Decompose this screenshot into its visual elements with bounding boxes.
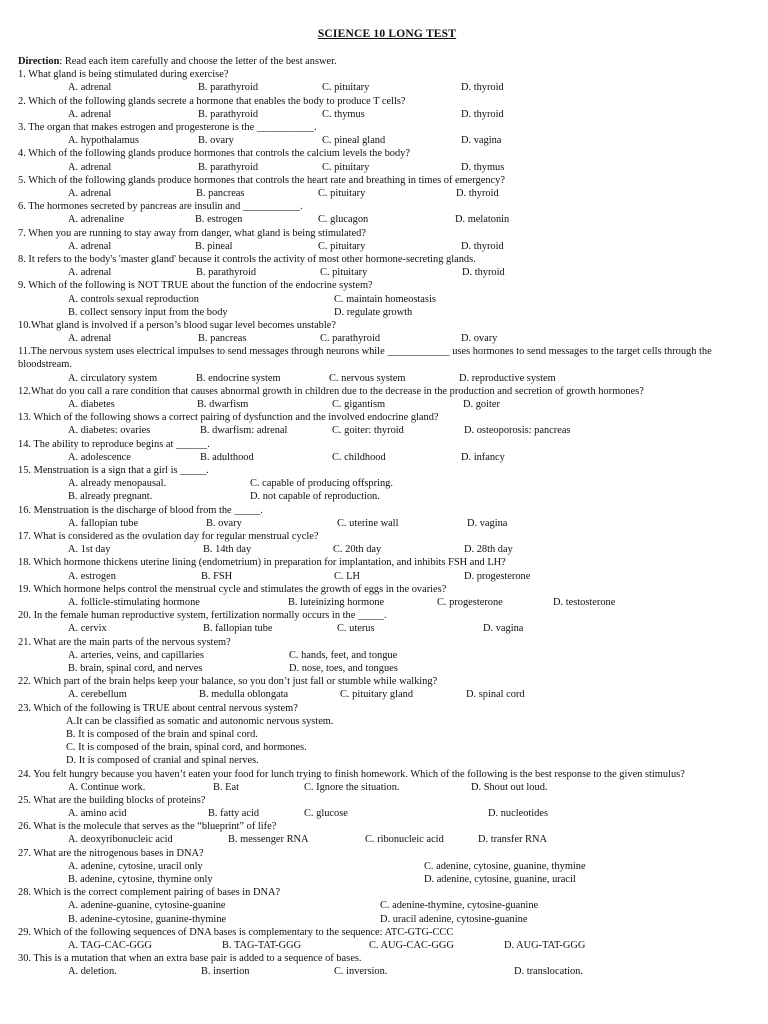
test-page bbox=[18, 28, 756, 979]
choice-row bbox=[18, 266, 756, 279]
answer-choice: A. amino acid bbox=[68, 808, 127, 820]
answer-choice: D. translocation. bbox=[514, 966, 583, 978]
answer-choice: B. parathyroid bbox=[198, 82, 259, 94]
answer-choice: D. It is composed of cranial and spinal nerves. bbox=[66, 755, 259, 767]
answer-choice: C. nervous system bbox=[329, 372, 406, 384]
answer-choice: A. TAG-CAC-GGG bbox=[68, 940, 152, 952]
choice-row bbox=[18, 570, 756, 583]
question-item bbox=[18, 702, 756, 768]
choice-row bbox=[18, 293, 756, 306]
choice-row bbox=[18, 108, 756, 121]
choice-row bbox=[18, 451, 756, 464]
choice-row bbox=[18, 372, 756, 385]
answer-choice: C. pituitary bbox=[320, 267, 368, 279]
answer-choice: A. diabetes: ovaries bbox=[68, 425, 151, 437]
answer-choice: C. maintain homeostasis bbox=[334, 293, 436, 305]
answer-choice: B. luteinizing hormone bbox=[288, 597, 385, 608]
question-stem: 22. Which part of the brain helps keep your balance, so you don’t just fall or stumble while walking? bbox=[18, 676, 438, 688]
question-item bbox=[18, 438, 756, 464]
question-item bbox=[18, 768, 756, 794]
choice-row bbox=[18, 213, 756, 226]
answer-choice: B. collect sensory input from the body bbox=[68, 306, 228, 318]
choice-row bbox=[18, 688, 756, 701]
answer-choice: C. uterine wall bbox=[337, 517, 399, 529]
answer-choice: C. gigantism bbox=[332, 399, 386, 411]
question-stem: 13. Which of the following shows a correct pairing of dysfunction and the involved endocrine gland? bbox=[18, 412, 439, 424]
question-item bbox=[18, 68, 756, 94]
answer-choice: B. brain, spinal cord, and nerves bbox=[68, 662, 203, 674]
question-item bbox=[18, 319, 756, 345]
answer-choice: D. AUG-TAT-GGG bbox=[504, 940, 586, 952]
answer-choice: B. It is composed of the brain and spinal cord. bbox=[66, 728, 258, 740]
answer-choice: C. progesterone bbox=[437, 597, 503, 608]
answer-choice: C. pituitary bbox=[322, 161, 370, 173]
answer-choice: C. pituitary bbox=[318, 187, 366, 199]
question-stem: 1. What gland is being stimulated during exercise? bbox=[18, 69, 229, 81]
answer-choice: D. osteoporosis: pancreas bbox=[464, 425, 571, 437]
answer-choice: D. vagina bbox=[467, 517, 508, 529]
answer-choice: D. 28th day bbox=[464, 544, 513, 556]
answer-choice: D. thyroid bbox=[461, 82, 504, 94]
answer-choice: A. deletion. bbox=[68, 966, 117, 978]
answer-choice: C. inversion. bbox=[334, 966, 388, 978]
answer-choice: C. pituitary bbox=[322, 82, 370, 94]
answer-choice: B. fatty acid bbox=[208, 808, 260, 820]
question-item bbox=[18, 227, 756, 253]
answer-choice: D. vagina bbox=[461, 135, 502, 147]
question-stem: 24. You felt hungry because you haven’t eaten your food for lunch trying to finish homework. Which of the following is the best response to the given stimulus? bbox=[18, 768, 685, 780]
answer-choice: B. pineal bbox=[195, 240, 233, 252]
answer-choice: B. Eat bbox=[213, 781, 239, 793]
answer-choice: D. transfer RNA bbox=[478, 834, 547, 846]
answer-choice: C. glucagon bbox=[318, 214, 369, 226]
choice-row bbox=[18, 306, 756, 319]
answer-choice: C. goiter: thyroid bbox=[332, 425, 404, 437]
answer-choice: B. ovary bbox=[206, 517, 242, 529]
answer-choice: A. deoxyribonucleic acid bbox=[68, 834, 173, 846]
answer-choice: C. pituitary bbox=[318, 240, 366, 252]
choice-row bbox=[18, 490, 756, 503]
answer-choice: A. adenine, cytosine, uracil only bbox=[68, 860, 203, 872]
question-item bbox=[18, 820, 756, 846]
answer-choice: D. vagina bbox=[483, 623, 524, 635]
choice-row bbox=[18, 860, 756, 873]
question-item bbox=[18, 253, 756, 279]
page-title: SCIENCE 10 LONG TEST bbox=[317, 28, 457, 40]
question-item bbox=[18, 636, 756, 676]
answer-choice: D. reproductive system bbox=[459, 372, 556, 384]
answer-choice: A. controls sexual reproduction bbox=[68, 293, 200, 305]
question-item bbox=[18, 952, 756, 978]
question-item bbox=[18, 609, 756, 635]
choice-row bbox=[18, 913, 756, 926]
answer-choice: A. adrenal bbox=[68, 333, 112, 345]
choice-row bbox=[18, 187, 756, 200]
answer-choice: B. FSH bbox=[201, 570, 233, 582]
answer-choice: B. medulla oblongata bbox=[199, 689, 289, 701]
choice-row bbox=[18, 240, 756, 253]
question-item bbox=[18, 95, 756, 121]
choice-row bbox=[18, 477, 756, 490]
answer-choice: D. nucleotides bbox=[488, 808, 549, 820]
choice-row bbox=[18, 161, 756, 174]
answer-choice: A. hypothalamus bbox=[68, 135, 139, 147]
answer-choice: C. uterus bbox=[337, 623, 375, 635]
question-stem: 19. Which hormone helps control the menstrual cycle and stimulates the growth of eggs in the ovaries? bbox=[18, 583, 447, 595]
answer-choice: C. Ignore the situation. bbox=[304, 781, 400, 793]
question-stem: 3. The organ that makes estrogen and progesterone is the ___________. bbox=[18, 121, 317, 133]
answer-choice: A. diabetes bbox=[68, 399, 115, 411]
question-stem: 14. The ability to reproduce begins at ______. bbox=[18, 438, 210, 450]
question-stem: 11.The nervous system uses electrical impulses to send messages through neurons while ____________ uses hormones to send messages to the target cells through the bloodstream. bbox=[18, 346, 712, 371]
answer-choice: D. spinal cord bbox=[466, 689, 525, 701]
choice-row bbox=[18, 649, 756, 662]
answer-choice: C. hands, feet, and tongue bbox=[289, 649, 398, 661]
answer-choice: A. adrenaline bbox=[68, 214, 124, 226]
choice-row bbox=[18, 965, 756, 978]
answer-choice: B. pancreas bbox=[198, 333, 247, 345]
answer-choice: C. adenine-thymine, cytosine-guanine bbox=[380, 900, 539, 912]
choice-row bbox=[18, 939, 756, 952]
answer-choice: A. cervix bbox=[68, 623, 107, 635]
question-stem: 26. What is the molecule that serves as the “blueprint” of life? bbox=[18, 821, 277, 833]
answer-choice: A. fallopian tube bbox=[68, 517, 139, 529]
answer-choice: A. adrenal bbox=[68, 267, 112, 279]
question-stem: 4. Which of the following glands produce hormones that controls the calcium levels the body? bbox=[18, 148, 410, 160]
choice-row bbox=[18, 398, 756, 411]
answer-choice: D. thyroid bbox=[461, 108, 504, 120]
question-list bbox=[18, 68, 756, 978]
choice-row bbox=[18, 81, 756, 94]
question-stem: 7. When you are running to stay away from danger, what gland is being stimulated? bbox=[18, 227, 366, 239]
answer-choice: C. ribonucleic acid bbox=[365, 834, 444, 846]
answer-choice: D. infancy bbox=[461, 451, 505, 463]
question-item bbox=[18, 556, 756, 582]
answer-choice: B. adenine, cytosine, thymine only bbox=[68, 874, 213, 886]
question-stem: 30. This is a mutation that when an extra base pair is added to a sequence of bases. bbox=[18, 953, 362, 965]
choice-row bbox=[18, 662, 756, 675]
choice-row bbox=[18, 899, 756, 912]
answer-choice: A. adrenal bbox=[68, 161, 112, 173]
answer-choice: A. 1st day bbox=[68, 544, 111, 556]
answer-choice: C. AUG-CAC-GGG bbox=[369, 940, 454, 952]
answer-choice: B. estrogen bbox=[195, 214, 243, 226]
answer-choice: A. adrenal bbox=[68, 240, 112, 252]
answer-choice: A. adolescence bbox=[68, 451, 131, 463]
answer-choice: C. thymus bbox=[322, 108, 365, 120]
question-item bbox=[18, 200, 756, 226]
answer-choice: D. not capable of reproduction. bbox=[250, 491, 380, 503]
choice-row bbox=[18, 781, 756, 794]
choice-row bbox=[18, 807, 756, 820]
answer-choice: D. thyroid bbox=[462, 267, 505, 279]
question-item bbox=[18, 385, 756, 411]
answer-choice: B. dwarfism bbox=[197, 399, 249, 411]
answer-choice: D. testosterone bbox=[553, 597, 616, 608]
question-item bbox=[18, 504, 756, 530]
answer-choice: B. dwarfism: adrenal bbox=[200, 425, 288, 437]
answer-choice: D. ovary bbox=[461, 333, 498, 345]
answer-choice: B. TAG-TAT-GGG bbox=[222, 940, 302, 952]
answer-choice: A. estrogen bbox=[68, 570, 116, 582]
question-item bbox=[18, 926, 756, 952]
answer-choice: C. pineal gland bbox=[322, 135, 386, 147]
question-stem: 9. Which of the following is NOT TRUE about the function of the endocrine system? bbox=[18, 280, 373, 292]
answer-choice: A. Continue work. bbox=[68, 781, 146, 793]
answer-choice: D. thyroid bbox=[461, 240, 504, 252]
answer-choice: C. capable of producing offspring. bbox=[250, 478, 393, 490]
question-item bbox=[18, 847, 756, 887]
answer-choice: D. Shout out loud. bbox=[471, 781, 548, 793]
question-stem: 29. Which of the following sequences of DNA bases is complementary to the sequence: ATC-GTG-CCC bbox=[18, 926, 454, 938]
answer-choice: C. childhood bbox=[332, 451, 386, 463]
question-stem: 12.What do you call a rare condition that causes abnormal growth in children due to the decrease in the production and secretion of growth hormones? bbox=[18, 385, 644, 397]
answer-choice: B. parathyroid bbox=[198, 161, 259, 173]
answer-choice: B. fallopian tube bbox=[203, 623, 273, 635]
choice-row bbox=[18, 332, 756, 345]
answer-choice: C. 20th day bbox=[333, 544, 382, 556]
answer-choice: A. already menopausal. bbox=[68, 478, 167, 490]
answer-choice: C. adenine, cytosine, guanine, thymine bbox=[424, 860, 586, 872]
answer-choice: C. pituitary gland bbox=[340, 689, 414, 701]
question-item bbox=[18, 794, 756, 820]
answer-choice: A. arteries, veins, and capillaries bbox=[68, 649, 204, 661]
answer-choice: B. endocrine system bbox=[196, 372, 281, 384]
answer-choice: B. adulthood bbox=[200, 451, 254, 463]
question-item bbox=[18, 121, 756, 147]
answer-choice: B. ovary bbox=[198, 135, 234, 147]
answer-choice: D. regulate growth bbox=[334, 306, 413, 318]
question-stem: 25. What are the building blocks of proteins? bbox=[18, 794, 206, 806]
question-item bbox=[18, 174, 756, 200]
answer-choice: B. insertion bbox=[201, 966, 250, 978]
question-item bbox=[18, 411, 756, 437]
answer-choice: D. thymus bbox=[461, 161, 505, 173]
answer-choice: A. circulatory system bbox=[68, 372, 158, 384]
choice-row bbox=[18, 596, 756, 609]
question-stem: 20. In the female human reproductive system, fertilization normally occurs in the _____. bbox=[18, 610, 387, 622]
answer-choice: A. cerebellum bbox=[68, 689, 127, 701]
choice-row bbox=[18, 622, 756, 635]
answer-choice: D. progesterone bbox=[464, 570, 531, 582]
answer-choice: A.It can be classified as somatic and autonomic nervous system. bbox=[66, 715, 334, 727]
answer-choice: A. adenine-guanine, cytosine-guanine bbox=[68, 900, 226, 912]
question-item bbox=[18, 147, 756, 173]
answer-choice: C. It is composed of the brain, spinal cord, and hormones. bbox=[66, 742, 307, 754]
answer-choice: B. pancreas bbox=[196, 187, 245, 199]
answer-choice: B. already pregnant. bbox=[68, 491, 153, 503]
answer-choice: D. nose, toes, and tongues bbox=[289, 662, 398, 674]
answer-choice: B. 14th day bbox=[203, 544, 252, 556]
question-stem: 27. What are the nitrogenous bases in DNA? bbox=[18, 847, 204, 859]
question-item bbox=[18, 530, 756, 556]
answer-choice: C. glucose bbox=[304, 808, 348, 820]
question-item bbox=[18, 675, 756, 701]
answer-choice: D. uracil adenine, cytosine-guanine bbox=[380, 913, 528, 925]
question-item bbox=[18, 279, 756, 319]
direction-label: Direction bbox=[18, 56, 60, 67]
answer-choice: C. parathyroid bbox=[320, 333, 381, 345]
question-stem: 23. Which of the following is TRUE about central nervous system? bbox=[18, 702, 298, 714]
choice-row bbox=[18, 424, 756, 437]
question-stem: 28. Which is the correct complement pairing of bases in DNA? bbox=[18, 887, 281, 899]
answer-choice: B. parathyroid bbox=[198, 108, 259, 120]
question-stem: 6. The hormones secreted by pancreas are insulin and ___________. bbox=[18, 201, 303, 213]
question-stem: 18. Which hormone thickens uterine lining (endometrium) in preparation for implantation, and inhibits FSH and LH? bbox=[18, 557, 506, 569]
choice-stack bbox=[18, 715, 756, 768]
choice-row bbox=[18, 517, 756, 530]
answer-choice: B. parathyroid bbox=[196, 267, 257, 279]
answer-choice: D. thyroid bbox=[456, 187, 499, 199]
direction-text: : Read each item carefully and choose the letter of the best answer. bbox=[59, 56, 337, 67]
question-item bbox=[18, 886, 756, 926]
direction-line bbox=[18, 55, 756, 68]
answer-choice: A. adrenal bbox=[68, 187, 112, 199]
answer-choice: B. adenine-cytosine, guanine-thymine bbox=[68, 913, 227, 925]
answer-choice: D. melatonin bbox=[455, 214, 510, 226]
question-stem: 2. Which of the following glands secrete a hormone that enables the body to produce T cells? bbox=[18, 95, 406, 107]
choice-row bbox=[18, 134, 756, 147]
question-item bbox=[18, 583, 756, 609]
question-stem: 16. Menstruation is the discharge of blood from the _____. bbox=[18, 504, 263, 516]
question-stem: 17. What is considered as the ovulation day for regular menstrual cycle? bbox=[18, 531, 319, 543]
choice-row bbox=[18, 873, 756, 886]
answer-choice: A. adrenal bbox=[68, 108, 112, 120]
question-stem: 15. Menstruation is a sign that a girl is _____. bbox=[18, 465, 209, 477]
question-item bbox=[18, 345, 756, 385]
choice-row bbox=[18, 833, 756, 846]
answer-choice: B. messenger RNA bbox=[228, 834, 309, 846]
answer-choice: A. adrenal bbox=[68, 82, 112, 94]
choice-row bbox=[18, 543, 756, 556]
answer-choice: C. LH bbox=[334, 570, 360, 582]
answer-choice: D. adenine, cytosine, guanine, uracil bbox=[424, 874, 576, 886]
question-stem: 8. It refers to the body's 'master gland' because it controls the activity of most other hormone-secreting glands. bbox=[18, 253, 476, 265]
question-stem: 5. Which of the following glands produce hormones that controls the heart rate and breathing in times of emergency? bbox=[18, 174, 505, 186]
question-stem: 21. What are the main parts of the nervous system? bbox=[18, 636, 231, 648]
question-stem: 10.What gland is involved if a person’s blood sugar level becomes unstable? bbox=[18, 319, 336, 331]
answer-choice: D. goiter bbox=[463, 399, 500, 411]
answer-choice: A. follicle-stimulating hormone bbox=[68, 597, 200, 608]
question-item bbox=[18, 464, 756, 504]
